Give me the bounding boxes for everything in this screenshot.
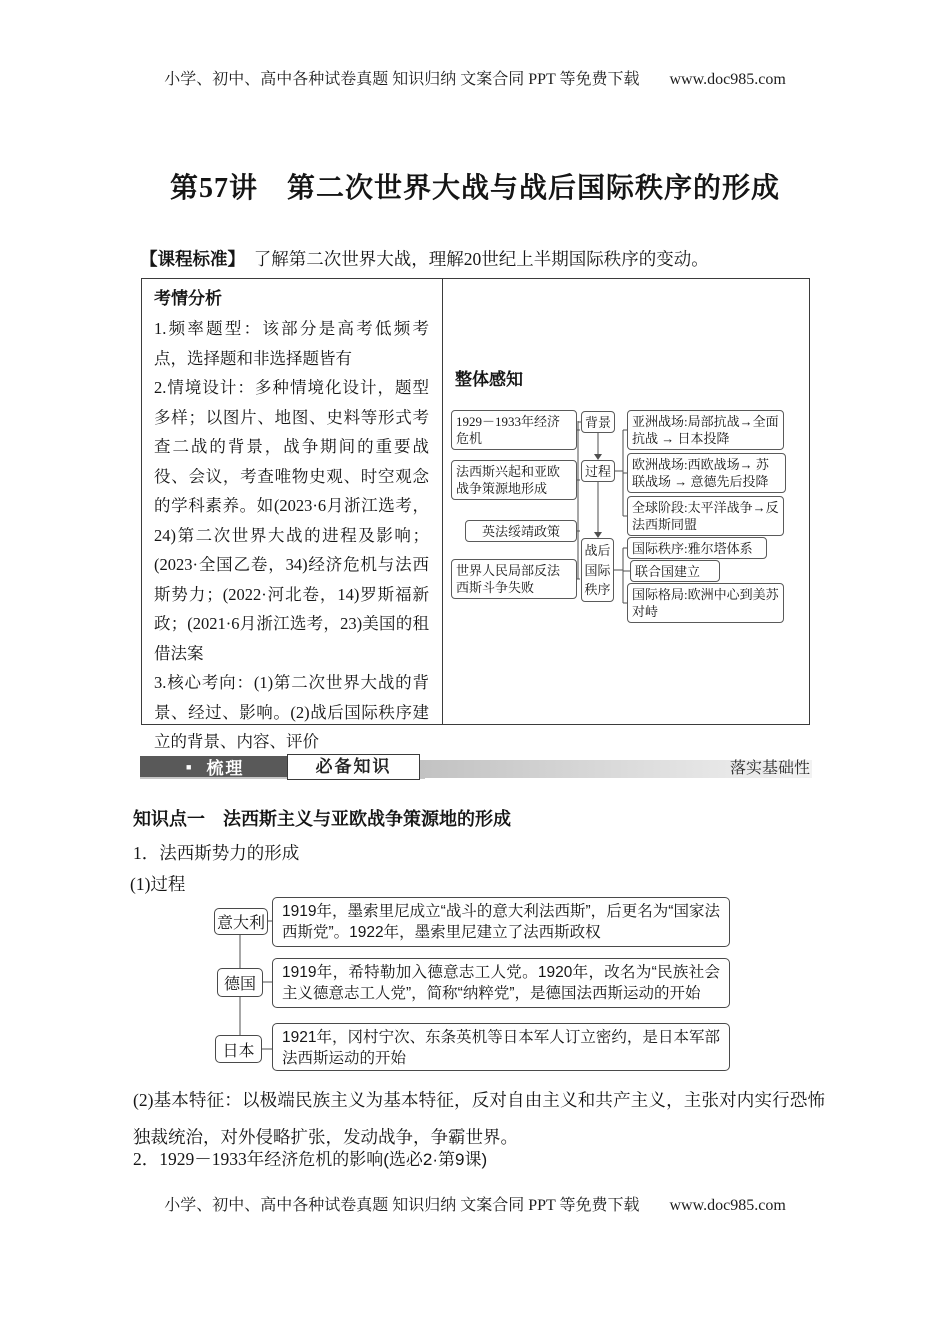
page-header xyxy=(0,66,950,89)
concept-map xyxy=(451,401,803,633)
map-box-asian-theater: 亚洲战场:局部抗战→全面抗战 → 日本投降 xyxy=(627,410,784,450)
map-box-appeasement: 英法绥靖政策 xyxy=(465,520,577,542)
exam-overview-box xyxy=(141,278,810,751)
item2-prefix: 2．1929－1933年 xyxy=(133,1149,265,1169)
course-standard-text: 了解第二次世界大战，理解20世纪上半期国际秩序的变动。 xyxy=(236,249,709,269)
map-box-fascism-rise: 法西斯兴起和亚欧战争策源地形成 xyxy=(451,460,577,500)
map-box-international-pattern: 国际格局:欧洲中心到美苏对峙 xyxy=(627,583,784,623)
map-box-postwar-order: 战后国际秩序 xyxy=(581,538,614,602)
header-slogan: 小学、初中、高中各种试卷真题 知识归纳 文案合同 PPT 等免费下载 xyxy=(164,71,640,88)
exam-analysis-cell xyxy=(142,279,443,751)
exam-analysis-paragraph: 2.情境设计：多种情境化设计，题型多样；以图片、地图、史料等形式考查二战的背景，战争期间的重要战役、会议，考查唯物史观、时空观念的学科素养。如(2023·6月浙江选考，24)第二次世界大战的进程及影响；(2023·全国乙卷，34)经济危机与法西斯势力；(2022·河北卷，14)罗斯福新政；(2021·6月浙江选考，23)美国的租借法案 xyxy=(154,378,429,663)
map-box-yalta-system: 国际秩序:雅尔塔体系 xyxy=(627,537,767,559)
map-box-un-founding: 联合国建立 xyxy=(630,560,720,582)
knowledge-sub-1: (1)过程 xyxy=(130,874,186,894)
tab-bibei-zhishi[interactable]: 必备知识 xyxy=(287,754,420,780)
country-box-germany: 德国 xyxy=(217,968,263,997)
map-box-economic-crisis: 1929－1933年经济危机 xyxy=(451,410,577,450)
section-bar-strip xyxy=(420,760,812,778)
exam-analysis-heading: 考情分析 xyxy=(154,289,222,308)
footer-slogan: 小学、初中、高中各种试卷真题 知识归纳 文案合同 PPT 等免费下载 xyxy=(164,1197,640,1214)
overview-heading: 整体感知 xyxy=(455,370,523,389)
exam-analysis-paragraph: 1.频率题型：该部分是高考低频考点，选择题和非选择题皆有 xyxy=(154,319,429,368)
basic-features-paragraph: (2)基本特征：以极端民族主义为基本特征，反对自由主义和共产主义，主张对内实行恐怖独裁统治，对外侵略扩张，发动战争，争霸世界。 xyxy=(133,1090,825,1147)
course-standard xyxy=(140,246,820,271)
knowledge-point-heading: 知识点一 法西斯主义与亚欧战争策源地的形成 xyxy=(133,809,511,829)
country-box-italy: 意大利 xyxy=(214,908,268,935)
footer-site-url[interactable]: www.doc985.com xyxy=(669,1197,786,1214)
header-site-url[interactable]: www.doc985.com xyxy=(669,71,786,88)
desc-box-italy: 1919年，墨索里尼成立“战斗的意大利法西斯”，后更名为“国家法西斯党”。1922年，墨索里尼建立了法西斯政权 xyxy=(272,897,730,947)
desc-box-japan: 1921年，冈村宁次、东条英机等日本军人订立密约，是日本军部法西斯运动的开始 xyxy=(272,1023,730,1071)
tab-shuli[interactable] xyxy=(140,756,287,777)
item2-bold-text: 经济危机的影响(选必2·第9课) xyxy=(264,1150,488,1169)
page-footer xyxy=(0,1192,950,1215)
map-box-european-theater: 欧洲战场:西欧战场→ 苏联战场 → 意德先后投降 xyxy=(627,453,786,493)
fascism-process-diagram xyxy=(140,893,812,1085)
overview-cell xyxy=(443,279,809,724)
course-standard-label: 【课程标准】 xyxy=(140,249,237,269)
map-box-background: 背景 xyxy=(581,411,615,433)
map-box-local-antifascist: 世界人民局部反法西斯斗争失败 xyxy=(451,559,577,599)
page-title: 第57讲 第二次世界大战与战后国际秩序的形成 xyxy=(169,173,780,204)
tab-shuli-label: 梳理 xyxy=(206,759,245,778)
section-bar xyxy=(140,754,812,781)
map-box-global-stage: 全球阶段:太平洋战争→反法西斯同盟 xyxy=(627,496,784,536)
country-box-japan: 日本 xyxy=(215,1035,262,1063)
knowledge-item-1: 1．法西斯势力的形成 xyxy=(133,843,300,863)
map-box-process: 过程 xyxy=(581,460,615,482)
exam-analysis-paragraph: 3.核心考向：(1)第二次世界大战的背景、经过、影响。(2)战后国际秩序建立的背景、内容、评价 xyxy=(154,673,429,751)
desc-box-germany: 1919年，希特勒加入德意志工人党。1920年，改名为“民族社会主义德意志工人党”，简称“纳粹党”，是德国法西斯运动的开始 xyxy=(272,958,730,1008)
section-bar-right-label: 落实基础性 xyxy=(729,760,810,777)
square-bullet-icon: ■ xyxy=(186,761,192,772)
knowledge-item-2 xyxy=(133,1145,487,1171)
